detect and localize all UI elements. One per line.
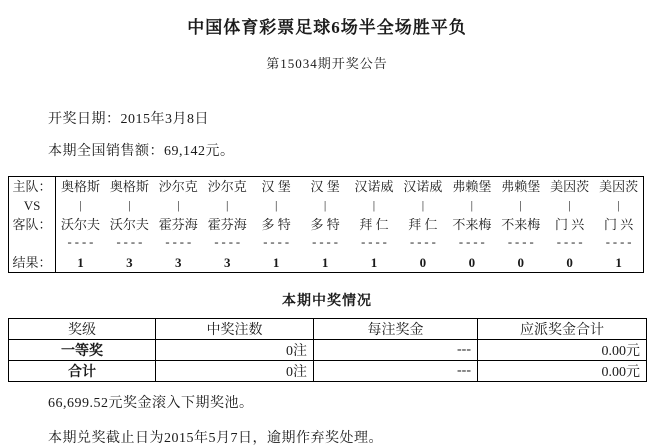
away-team-cell: 霍芬海: [207, 217, 247, 232]
separator-row-label: [9, 234, 55, 253]
prize-per-bet-cell: ---: [314, 361, 478, 382]
vs-symbol: |: [568, 198, 571, 212]
separator-cell: ----: [457, 236, 487, 250]
prize-level-cell: 一等奖: [9, 340, 156, 361]
result-cell: 1: [615, 255, 622, 270]
result-cell: 1: [77, 255, 84, 270]
vs-symbol: |: [519, 198, 522, 212]
separator-cell: ----: [604, 236, 633, 250]
total-payout-cell: 0.00元: [478, 340, 647, 361]
home-team-cell: 汉 堡: [261, 179, 291, 194]
home-team-cell: 奥格斯: [109, 179, 149, 194]
winning-bets-cell: 0注: [156, 340, 314, 361]
prize-table-row: [9, 361, 647, 382]
separator-cell: ----: [310, 236, 340, 250]
result-cell: 3: [223, 255, 231, 270]
prize-level-header: 奖级: [9, 319, 156, 340]
match-results-table: [8, 176, 644, 273]
separator-cell: ----: [163, 236, 193, 250]
vs-symbol: |: [274, 198, 278, 212]
away-team-cell: 多 特: [261, 217, 291, 232]
match-column-4: [203, 177, 252, 272]
prize-section-heading: 本期中奖情况: [282, 294, 372, 309]
vs-symbol: |: [177, 198, 180, 212]
match-column-2: [105, 177, 154, 272]
vs-row-label: VS: [23, 198, 41, 213]
total-payout-header: 应派奖金合计: [478, 319, 647, 340]
national-sales-line: 本期全国销售额：69,142元。: [48, 144, 235, 159]
home-team-cell: 汉诺威: [354, 179, 394, 194]
vs-symbol: |: [372, 198, 376, 212]
winning-bets-header: 中奖注数: [156, 319, 314, 340]
page-title: 中国体育彩票足球6场半全场胜平负: [187, 18, 467, 37]
home-team-cell: 弗赖堡: [452, 179, 492, 194]
total-payout-cell: 0.00元: [478, 361, 647, 382]
prize-per-bet-cell: ---: [314, 340, 478, 361]
separator-cell: ----: [212, 236, 242, 250]
away-team-cell: 拜 仁: [359, 217, 389, 232]
rollover-line: 66,699.52元奖金滚入下期奖池。: [48, 396, 254, 411]
prize-per-bet-header: 每注奖金: [314, 319, 478, 340]
draw-date-line: 开奖日期：2015年3月8日: [48, 112, 209, 127]
away-team-cell: 门 兴: [555, 217, 585, 232]
match-column-11: [545, 177, 594, 272]
away-team-cell: 沃尔夫: [60, 217, 100, 232]
match-column-9: [447, 177, 496, 272]
separator-cell: ----: [261, 236, 291, 250]
redeem-deadline-line: 本期兑奖截止日为2015年5月7日，逾期作弃奖处理。: [48, 431, 383, 446]
match-column-7: [350, 177, 399, 272]
separator-cell: ----: [359, 236, 389, 250]
vs-symbol: |: [421, 198, 425, 212]
away-team-row-label: 客队：: [12, 217, 52, 232]
result-cell: 0: [566, 255, 573, 270]
home-team-cell: 美因茨: [550, 179, 590, 194]
away-team-cell: 沃尔夫: [109, 217, 149, 232]
prize-table: [8, 318, 647, 382]
match-column-8: [398, 177, 447, 272]
match-column-10: [496, 177, 545, 272]
match-column-3: [154, 177, 203, 272]
match-column-6: [301, 177, 350, 272]
match-column-12: [594, 177, 643, 272]
result-cell: 1: [321, 255, 329, 270]
away-team-cell: 门 兴: [603, 217, 634, 232]
result-row-label: 结果：: [12, 255, 52, 270]
vs-symbol: |: [470, 198, 474, 212]
match-column-1: [56, 177, 105, 272]
result-cell: 1: [272, 255, 280, 270]
separator-cell: ----: [555, 236, 585, 250]
home-team-cell: 弗赖堡: [501, 179, 541, 194]
vs-symbol: |: [226, 198, 229, 212]
result-cell: 0: [419, 255, 427, 270]
home-team-cell: 沙尔克: [207, 179, 247, 194]
result-cell: 3: [175, 255, 182, 270]
home-team-row-label: 主队：: [12, 179, 52, 194]
prize-table-row: [9, 340, 647, 361]
home-team-cell: 汉诺威: [403, 179, 443, 194]
separator-cell: ----: [66, 236, 95, 250]
away-team-cell: 拜 仁: [408, 217, 438, 232]
separator-cell: ----: [506, 236, 536, 250]
away-team-cell: 不来梅: [501, 217, 541, 232]
vs-symbol: |: [617, 198, 620, 212]
away-team-cell: 不来梅: [452, 217, 492, 232]
match-table-label-column: [9, 177, 56, 272]
winning-bets-cell: 0注: [156, 361, 314, 382]
result-cell: 0: [468, 255, 476, 270]
away-team-cell: 霍芬海: [158, 217, 198, 232]
away-team-cell: 多 特: [310, 217, 340, 232]
home-team-cell: 美因茨: [599, 179, 639, 194]
prize-level-cell: 合计: [9, 361, 156, 382]
separator-cell: ----: [408, 236, 438, 250]
home-team-cell: 汉 堡: [310, 179, 340, 194]
separator-cell: ----: [114, 236, 144, 250]
vs-symbol: |: [128, 198, 131, 212]
issue-subtitle: 第15034期开奖公告: [266, 56, 388, 71]
result-cell: 0: [517, 255, 524, 270]
prize-table-header-row: [9, 319, 647, 340]
vs-symbol: |: [79, 198, 82, 212]
result-cell: 1: [370, 255, 378, 270]
result-cell: 3: [126, 255, 133, 270]
home-team-cell: 奥格斯: [60, 179, 100, 194]
home-team-cell: 沙尔克: [158, 179, 198, 194]
match-column-5: [252, 177, 301, 272]
vs-symbol: |: [323, 198, 327, 212]
